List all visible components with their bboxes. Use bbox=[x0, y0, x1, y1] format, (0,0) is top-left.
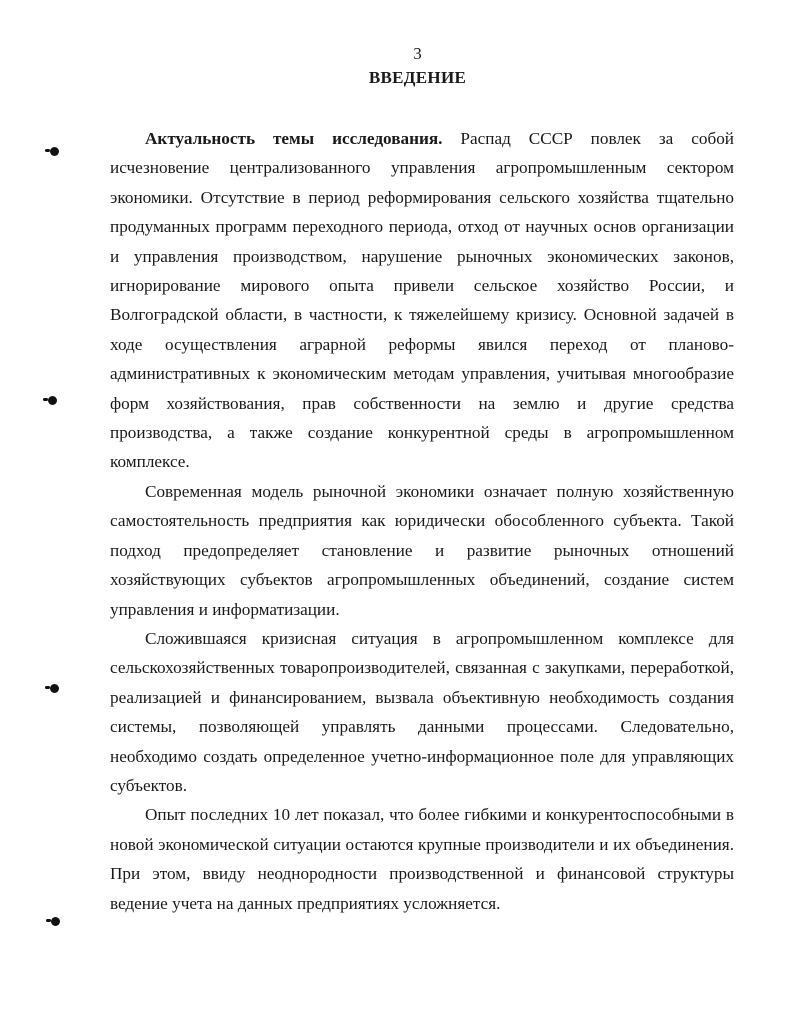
page-number: 3 bbox=[413, 44, 422, 63]
binding-hole-mark bbox=[48, 396, 57, 405]
paragraph-market-model: Современная модель рыночной экономики означает полную хозяйственную самостоятельность предприятия как юридически обособленного субъекта. Такой подход предопределяет становление и развитие рыночных отношений хозяйствующих субъектов агропромышленных объединений, создание систем управления и информатизации. bbox=[110, 481, 734, 619]
page-title: ВВЕДЕНИЕ bbox=[368, 68, 467, 87]
body-text bbox=[110, 124, 734, 918]
binding-hole-mark bbox=[50, 147, 59, 156]
paragraph-crisis: Сложившаяся кризисная ситуация в агропромышленном комплексе для сельскохозяйственных товаропроизводителей, связанная с закупками, переработкой, реализацией и финансированием, вызвала объективную необходимость создания системы, позволяющей управлять данными процессами. Следовательно, необходимо создать определенное учетно-информационное поле для управляющих субъектов. bbox=[110, 628, 734, 795]
paragraph-experience: Опыт последних 10 лет показал, что более гибкими и конкурентоспособными в новой экономической ситуации остаются крупные производители и их объединения. При этом, ввиду неоднородности производственной и финансовой структуры ведение учета на данных предприятиях усложняется. bbox=[110, 805, 734, 913]
paragraph-text: Распад СССР повлек за собой исчезновение централизованного управления агропромышленным сектором экономики. Отсутствие в период реформирования сельского хозяйства тщательно продуманных программ переходного периода, отход от научных основ организации и управления производством, нарушение рыночных экономических законов, игнорирование мирового опыта привели сельское хозяйство России, и Волгоградской области, в частности, к тяжелейшему кризису. Основной задачей в ходе осуществления аграрной реформы явился переход от планово-административных к экономическим методам управления, учитывая многообразие форм хозяйствования, прав собственности на землю и другие средства производства, а также создание конкурентной среды в агропромышленном комплексе. bbox=[110, 129, 734, 472]
binding-hole-mark bbox=[50, 684, 59, 693]
paragraph-relevance bbox=[110, 124, 734, 477]
binding-hole-mark bbox=[51, 917, 60, 926]
paragraph-lead: Актуальность темы исследования. bbox=[145, 129, 443, 148]
